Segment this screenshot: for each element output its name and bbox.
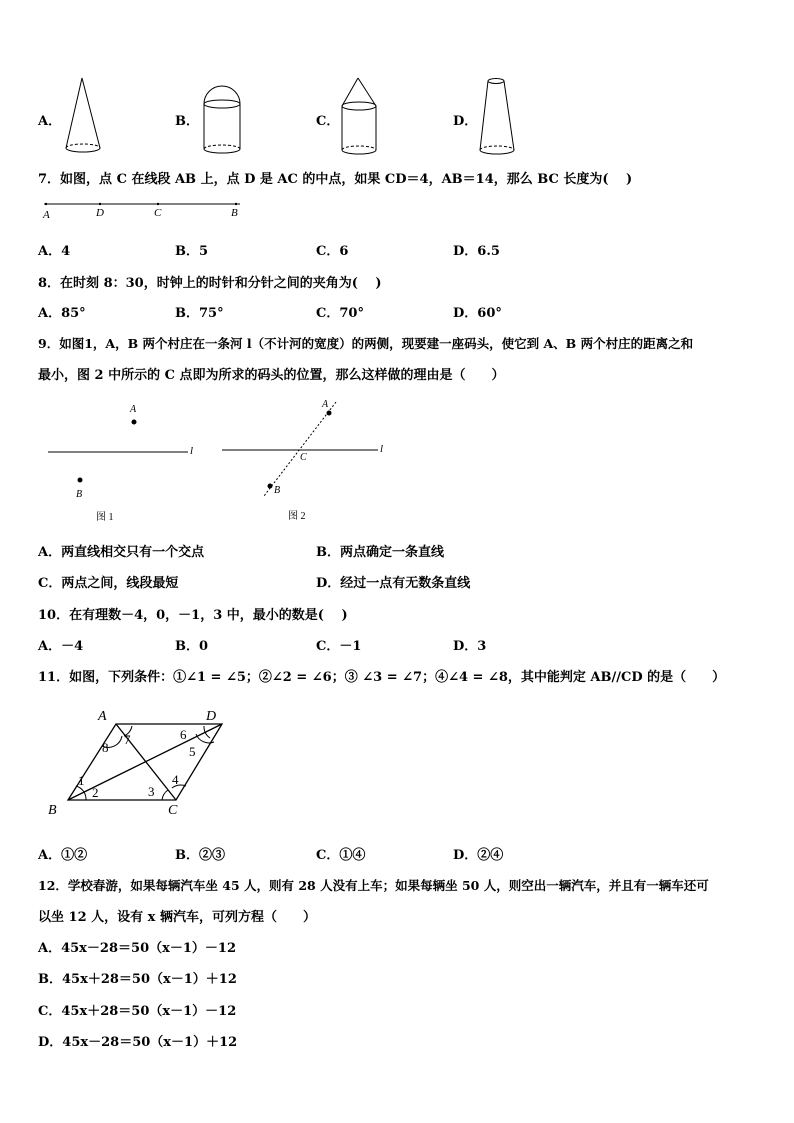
- q11-stem: 11．如图，下列条件：①∠1 = ∠5；②∠2 = ∠6；③ ∠3 = ∠7；④∠4 = ∠8，其中能判定 AB//CD 的是（ ）: [38, 670, 726, 685]
- cylinder-cone-figure: [338, 76, 388, 162]
- q11-angle-4: 4: [172, 772, 179, 787]
- frustum-figure: [474, 76, 524, 162]
- q9-fig2-label-b: B: [274, 485, 281, 496]
- q8-option-b: B．75°: [175, 306, 224, 321]
- q9-stem-line2: 最小，图 2 中所示的 C 点即为所求的码头的位置，那么这样做的理由是（ ）: [38, 368, 505, 383]
- q11-angle-1: 1: [78, 773, 85, 788]
- q9-option-c: C．两点之间，线段最短: [38, 576, 179, 591]
- q9-fig1-label-l: l: [190, 445, 194, 457]
- q9-fig2-label-a: A: [322, 399, 329, 410]
- q9-fig1-caption: 图 1: [96, 512, 114, 523]
- q9-figure-2: [218, 396, 393, 528]
- q10-stem: 10．在有理数－4，0，－1，3 中，最小的数是( ): [38, 608, 348, 623]
- q7-option-b: B．5: [175, 244, 209, 259]
- q11-vertex-a: A: [98, 709, 107, 724]
- q9-option-a: A．两直线相交只有一个交点: [38, 545, 205, 560]
- q12-stem-line1: 12．学校春游，如果每辆汽车坐 45 人，则有 28 人没有上车；如果每辆坐 50 人，则空出一辆汽车，并且有一辆车还可: [38, 878, 709, 893]
- q10-option-c: C．－1: [316, 639, 362, 654]
- q10-option-d: D．3: [453, 639, 487, 654]
- q9-fig2-caption: 图 2: [288, 511, 306, 522]
- q12-option-a: A．45x－28＝50（x－1）－12: [38, 941, 236, 956]
- q10-option-a: A．－4: [38, 639, 84, 654]
- cone-figure: [60, 76, 110, 160]
- q11-option-c: C．①④: [316, 848, 366, 863]
- q7-point-a: A: [43, 209, 50, 221]
- q10-option-b: B．0: [175, 639, 209, 654]
- q9-figure-1: [44, 396, 204, 528]
- q11-parallelogram-figure: [44, 706, 244, 818]
- q11-angle-6: 6: [180, 727, 187, 742]
- q8-option-d: D．60°: [453, 306, 502, 321]
- cylinder-hemisphere-figure: [200, 84, 250, 160]
- q9-stem-line1: 9．如图1，A，B 两个村庄在一条河 l（不计河的宽度）的两侧，现要建一座码头，使它到 A、B 两个村庄的距离之和: [38, 336, 694, 351]
- q7-option-d: D．6.5: [453, 244, 500, 259]
- q7-point-d: D: [96, 207, 104, 219]
- q6-option-a: A．: [38, 114, 62, 129]
- q11-angle-8: 8: [102, 740, 109, 755]
- q11-option-d: D．②④: [453, 848, 504, 863]
- q6-option-b: B．: [175, 114, 199, 129]
- q9-fig2-label-c: C: [300, 452, 307, 463]
- q11-angle-3: 3: [148, 784, 155, 799]
- q12-option-b: B．45x＋28＝50（x－1）＋12: [38, 972, 237, 987]
- q12-option-c: C．45x＋28＝50（x－1）－12: [38, 1004, 237, 1019]
- q7-point-c: C: [154, 207, 162, 219]
- q9-option-b: B．两点确定一条直线: [316, 545, 444, 560]
- q12-option-d: D．45x－28＝50（x－1）＋12: [38, 1035, 238, 1050]
- q9-fig1-label-a: A: [130, 404, 137, 415]
- q11-option-a: A．①②: [38, 848, 88, 863]
- q7-point-b: B: [231, 207, 238, 219]
- q11-angle-7: 7: [124, 732, 131, 747]
- q8-stem: 8．在时刻 8：30，时钟上的时针和分针之间的夹角为( ): [38, 276, 382, 291]
- q11-option-b: B．②③: [175, 848, 225, 863]
- q7-option-a: A．4: [38, 244, 71, 259]
- q11-vertex-c: C: [168, 803, 178, 818]
- q9-fig2-label-l: l: [380, 443, 384, 455]
- q6-option-d: D．: [453, 114, 478, 129]
- q7-segment-figure: [38, 198, 248, 226]
- q7-stem: 7．如图，点 C 在线段 AB 上，点 D 是 AC 的中点，如果 CD＝4，AB＝14，那么 BC 长度为( ): [38, 172, 633, 187]
- q11-angle-2: 2: [92, 785, 99, 800]
- q6-option-c: C．: [316, 114, 340, 129]
- q7-option-c: C．6: [316, 244, 349, 259]
- q9-option-d: D．经过一点有无数条直线: [316, 576, 471, 591]
- q8-option-c: C．70°: [316, 306, 364, 321]
- q11-vertex-d: D: [206, 709, 217, 724]
- q11-angle-5: 5: [189, 744, 196, 759]
- q9-fig1-label-b: B: [76, 489, 83, 500]
- q11-vertex-b: B: [48, 803, 57, 818]
- q12-stem-line2: 以坐 12 人，设有 x 辆汽车，可列方程（ ）: [38, 910, 316, 925]
- q8-option-a: A．85°: [38, 306, 86, 321]
